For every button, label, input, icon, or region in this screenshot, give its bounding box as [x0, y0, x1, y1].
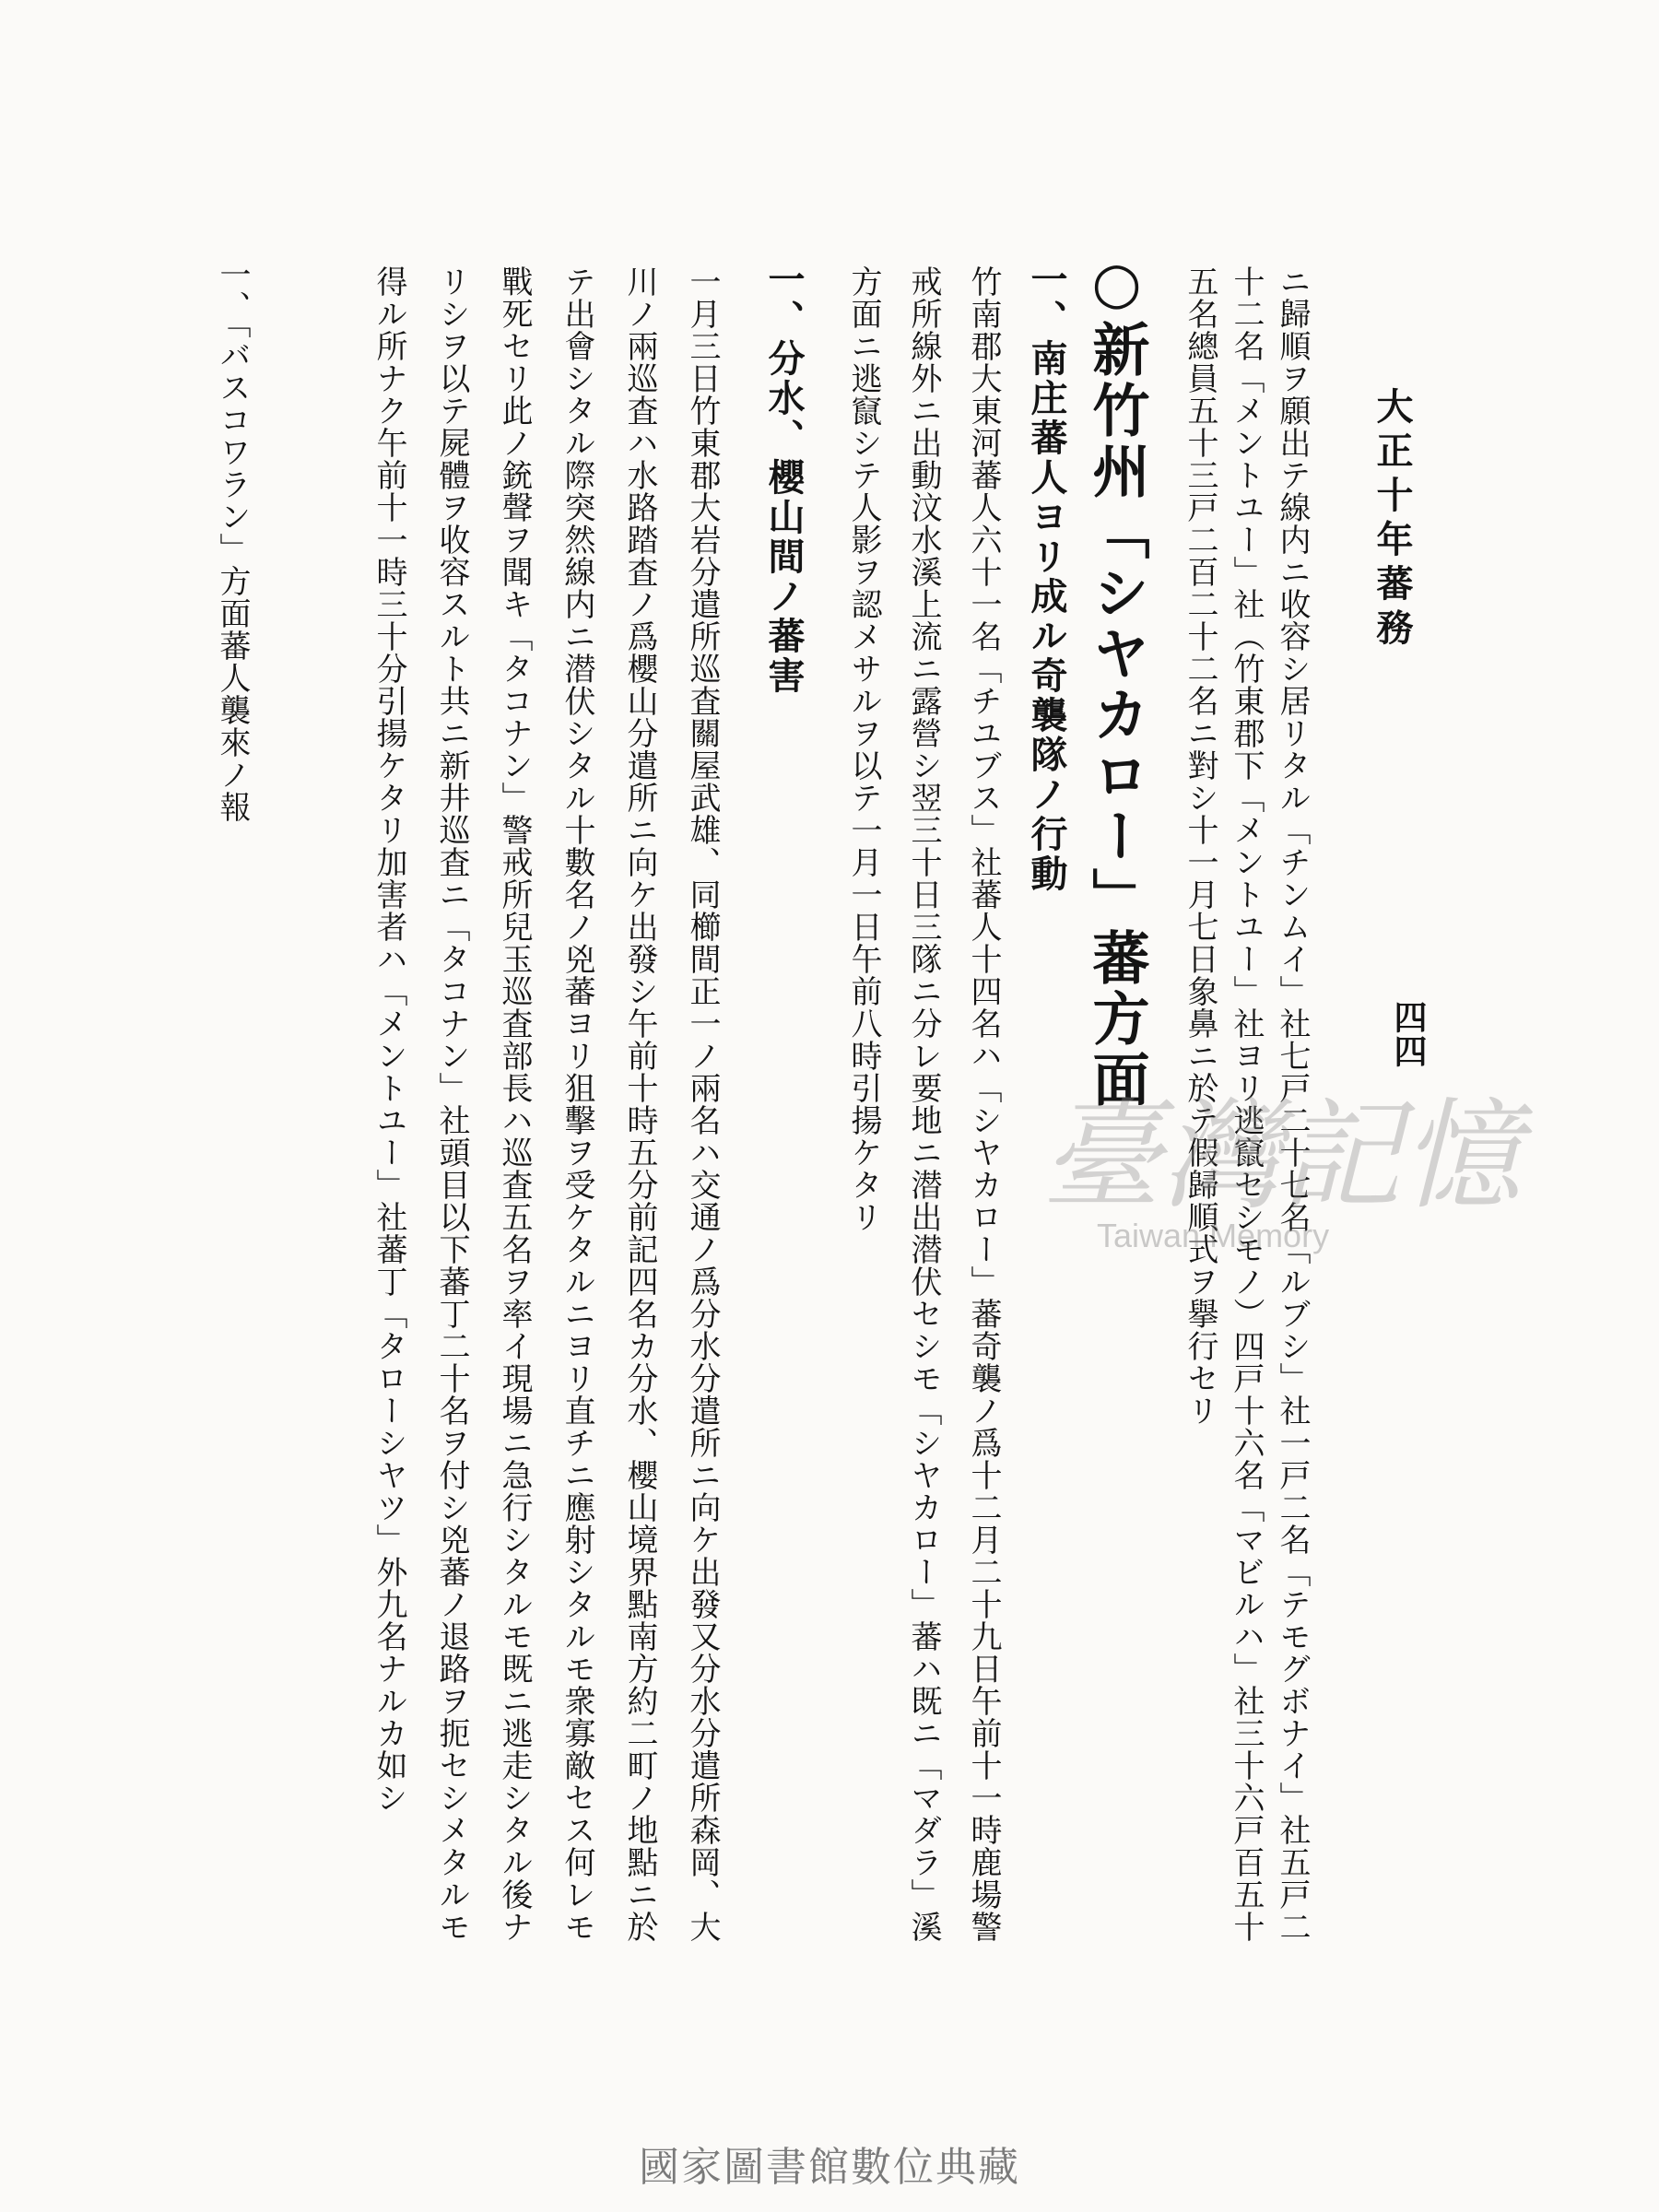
watermark-subtext: Taiwan Memory: [1097, 1217, 1330, 1254]
section-subheading: 一、南庄蕃人ヨリ成ル奇襲隊ノ行動: [1025, 260, 1068, 894]
next-section-heading: 一、「バスコワラン」方面蕃人襲來ノ報: [214, 258, 251, 823]
section-heading: ○新竹州「シヤカロー」蕃方面: [1083, 249, 1150, 1111]
page-header-title: 大正十年蕃務: [1371, 387, 1414, 653]
paragraph-column: リシヲ以テ屍體ヲ收容スルト共ニ新井巡査ニ「タコナン」社頭目以下蕃丁二十名ヲ付シ兇蕃ノ退路ヲ扼セシメタルモ: [433, 265, 470, 1943]
paragraph-column: テ出會シタル際突然線内ニ潜伏シタル十數名ノ兇蕃ヨリ狙擊ヲ受ケタルニヨリ直チニ應射シタルモ衆寡敵セス何レモ: [559, 265, 595, 1943]
text-column-1: ニ歸順ヲ願出テ線内ニ收容シ居リタル「チンムイ」社七戸二十七名「ルブシ」社一戸二名「テモグボナイ」社五戸二: [1274, 265, 1311, 1943]
text-column-2: 十二名「メントユー」社（竹東郡下「メントユー」社ヨリ逃竄セシモノ）四戸十六名「マビルハ」社三十六戸百五十: [1228, 265, 1265, 1943]
paragraph-column: 戰死セリ此ノ銃聲ヲ聞キ「タコナン」警戒所兒玉巡査部長ハ巡査五名ヲ率イ現場ニ急行シタルモ既ニ逃走シタル後ナ: [496, 265, 533, 1943]
page-number: 四四: [1389, 1000, 1428, 1068]
text-column-3: 五名總員五十三戸二百二十二名ニ對シ十一月七日象鼻ニ於テ假歸順式ヲ擧行セリ: [1182, 265, 1218, 1427]
paragraph-column: 得ル所ナク午前十一時三十分引揚ケタリ加害者ハ「メントユー」社蕃丁「タローシヤツ」外九名ナルカ如シ: [371, 265, 407, 1814]
footer-credit: 國家圖書館數位典藏: [639, 2144, 1020, 2191]
paragraph-column: 方面ニ逃竄シテ人影ヲ認メサルヲ以テ一月一日午前八時引揚ケタリ: [845, 265, 882, 1233]
paragraph-column: 戒所線外ニ出動汶水溪上流ニ露營シ翌三十日三隊ニ分レ要地ニ潜出潜伏セシモ「シヤカロー」蕃ハ既ニ「マダラ」溪: [905, 265, 942, 1943]
paragraph-column: 川ノ兩巡査ハ水路踏査ノ爲櫻山分遣所ニ向ケ出發シ午前十時五分前記四名カ分水、櫻山境界點南方約二町ノ地點ニ於: [621, 265, 658, 1943]
section2-subheading: 一、分水、櫻山間ノ蕃害: [762, 260, 806, 696]
taiwan-memory-watermark: [1041, 1060, 1522, 1300]
watermark-logo-text: 臺灣記憶: [1041, 1086, 1522, 1226]
paragraph-column: 一月三日竹東郡大岩分遣所巡査關屋武雄、同櫛間正一ノ兩名ハ交通ノ爲分水分遣所ニ向ケ出發又分水分遣所森岡、大: [684, 265, 721, 1943]
paragraph-column: 竹南郡大東河蕃人六十一名「チユブス」社蕃人十四名ハ「シヤカロー」蕃奇襲ノ爲十二月二十九日午前十一時鹿場警: [965, 265, 1002, 1943]
